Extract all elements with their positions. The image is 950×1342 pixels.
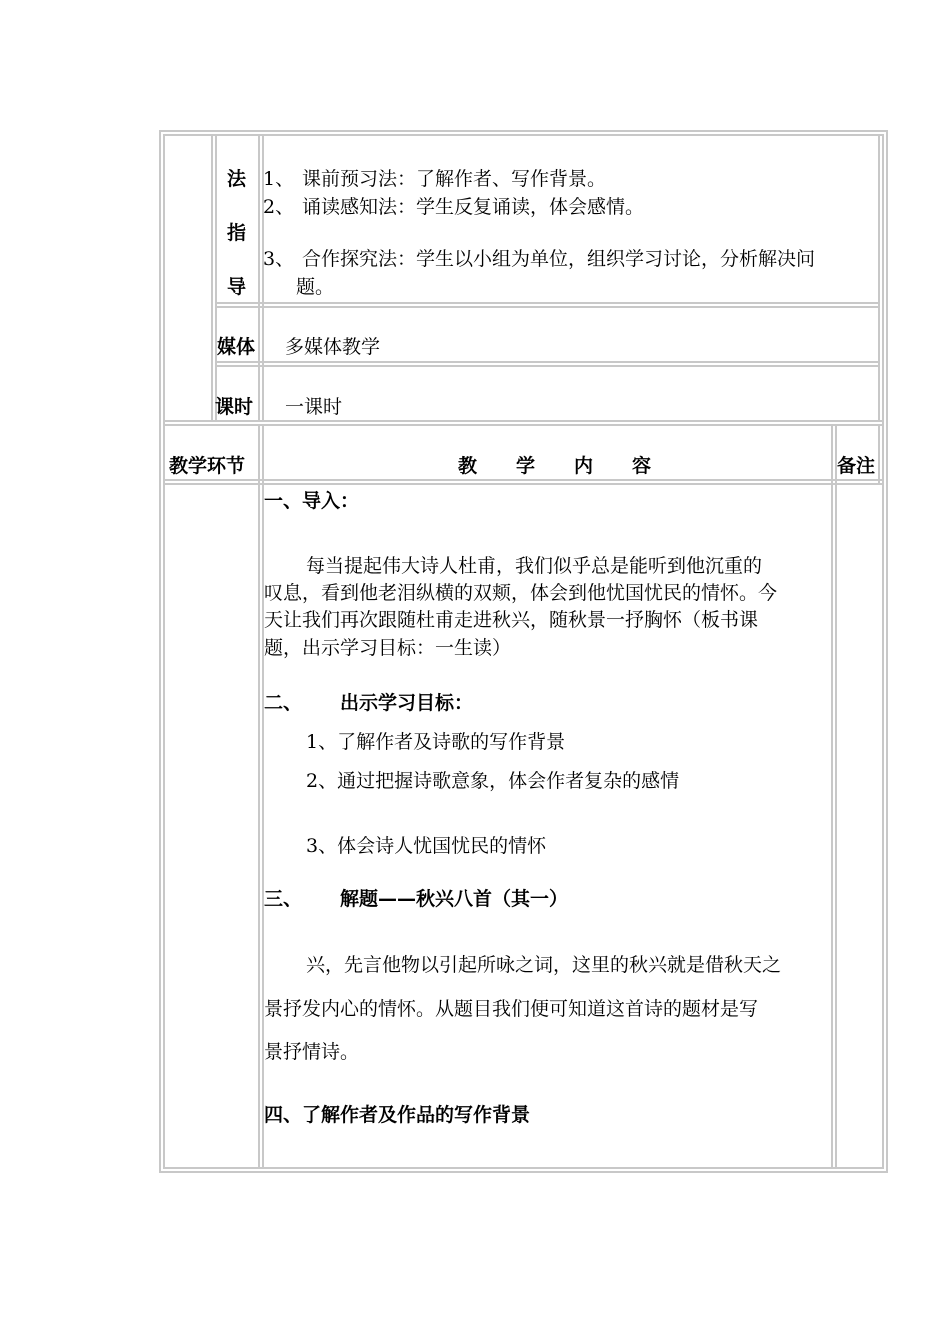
divider — [163, 420, 884, 422]
divider — [215, 134, 217, 422]
goal-item: 2、通过把握诗歌意象，体会作者复杂的感情 — [306, 770, 680, 792]
divider — [163, 483, 884, 485]
goal-item: 1、了解作者及诗歌的写作背景 — [306, 731, 566, 753]
section-title: 四、了解作者及作品的写作背景 — [264, 1104, 531, 1126]
divider — [878, 424, 880, 484]
method-num: 1、 — [263, 168, 295, 190]
divider — [258, 424, 260, 1169]
period-label: 课时 — [215, 396, 254, 418]
divider — [163, 424, 884, 426]
media-label: 媒体 — [217, 336, 256, 358]
divider — [215, 306, 880, 308]
header-content: 教 学 内 容 — [458, 455, 662, 477]
section-number: 二、 — [264, 692, 303, 714]
divider — [215, 361, 880, 363]
method-label-char: 导 — [227, 276, 247, 298]
method-label-char: 指 — [227, 222, 247, 244]
goal-item: 3、体会诗人忧国忧民的情怀 — [306, 835, 547, 857]
media-value: 多媒体教学 — [285, 336, 381, 358]
divider — [258, 134, 260, 422]
paragraph-line: 兴，先言他物以引起所咏之词，这里的秋兴就是借秋天之 — [306, 954, 782, 976]
method-text: 诵读感知法：学生反复诵读，体会感情。 — [302, 196, 645, 218]
section-title: 出示学习目标： — [340, 692, 474, 714]
header-stage: 教学环节 — [169, 455, 246, 477]
section-title: 一、导入： — [264, 490, 360, 512]
divider — [163, 479, 884, 481]
divider — [878, 134, 880, 422]
section-number: 三、 — [264, 888, 303, 910]
paragraph-line: 景抒情诗。 — [264, 1041, 360, 1063]
divider — [215, 302, 880, 304]
paragraph-line: 题，出示学习目标：一生读） — [264, 637, 512, 659]
method-num: 2、 — [263, 196, 295, 218]
divider — [211, 134, 213, 422]
method-text: 课前预习法：了解作者、写作背景。 — [302, 168, 607, 190]
divider — [215, 365, 880, 367]
paragraph-line: 天让我们再次跟随杜甫走进秋兴，随秋景一抒胸怀（板书课 — [264, 609, 759, 631]
paragraph-line: 每当提起伟大诗人杜甫，我们似乎总是能听到他沉重的 — [306, 555, 763, 577]
paragraph-line: 叹息，看到他老泪纵横的双颊，体会到他忧国忧民的情怀。今 — [264, 582, 778, 604]
method-label-char: 法 — [227, 168, 247, 190]
period-value: 一课时 — [285, 396, 343, 418]
section-title: 解题——秋兴八首（其一） — [340, 888, 569, 910]
method-num: 3、 — [263, 248, 295, 270]
method-text: 题。 — [296, 276, 335, 298]
header-notes: 备注 — [837, 455, 876, 477]
divider — [831, 424, 833, 1169]
method-text: 合作探究法：学生以小组为单位，组织学习讨论，分析解决问 — [302, 248, 816, 270]
divider — [835, 424, 837, 1169]
paragraph-line: 景抒发内心的情怀。从题目我们便可知道这首诗的题材是写 — [264, 998, 759, 1020]
